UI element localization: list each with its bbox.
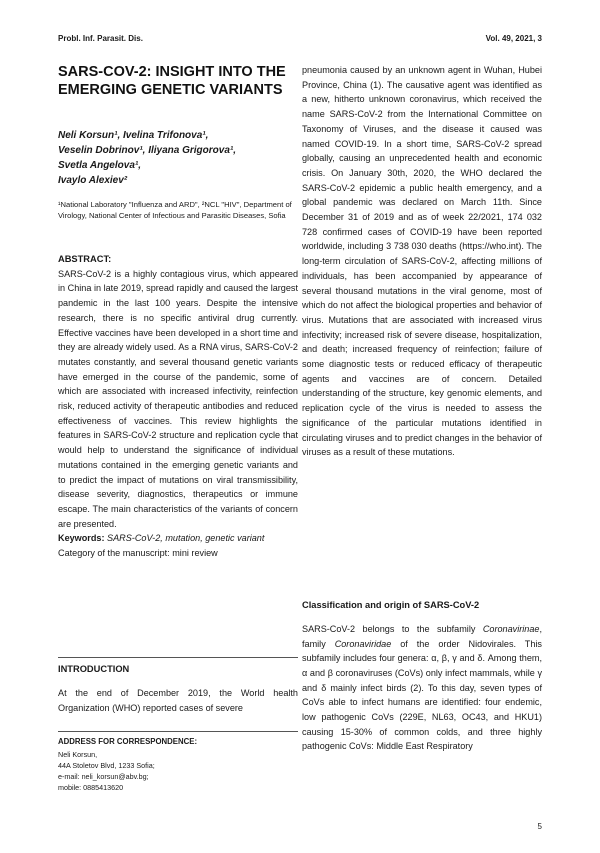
author-line: Svetla Angelova¹,: [58, 160, 141, 171]
classification-section: [302, 598, 542, 763]
article-title: SARS-COV-2: INSIGHT INTO THE EMERGING GENETIC VARIANTS: [58, 64, 286, 98]
keywords-value: SARS-CoV-2, mutation, genetic variant: [107, 533, 265, 544]
affiliation: ¹National Laboratory "Influenza and ARD", ²NCL "HIV", Department of Virology, National Center of Infectious and Parasitic Diseases, Sofia: [58, 200, 292, 220]
manuscript-category: Category of the manuscript: mini review: [58, 548, 218, 559]
family-name: Coronaviridae: [334, 638, 392, 649]
abstract-text: SARS-CoV-2 is a highly contagious virus, which appeared in China in late 2019, spread rapidly and caused the largest pandemic in the last 100 years. Despite the intensive research, there is no specific antiviral drug currently. Effective vaccines have been developed in a short time and they are already widely used. As a RNA virus, SARS-CoV-2 mutates constantly, and several thousand genetic variants have emerged in the course of the pandemic, some of which are associated with increased infectivity, reinfection risk, reduced activity of therapeutic antibodies and reduced effectiveness of vaccines. This review highlights the features in SARS-CoV-2 structure and replication cycle that would help to understand the significance of individual mutations contained in the emerging genetic variants and to predict the impact of mutations on viral transmissibility, disease severity, diagnostics, therapeutics or immune escape. The main characteristics of the variants of concern are presented.: [58, 268, 298, 529]
divider: [58, 657, 298, 658]
right-column: [302, 63, 542, 460]
introduction-continued: pneumonia caused by an unknown agent in Wuhan, Hubei Province, China (1). The causative agent was identified as a new, hitherto unknown coronavirus, which received the name SARS-CoV-2 from the International Committee on Taxonomy of Viruses, and the disease it caused was named COVID-19. In a short time, SARS-CoV-2 spread globally, causing an unprecedented health and economic crisis. On January 30th, 2020, the WHO declared the SARS-CoV-2 epidemic a public health emergency, and a global pandemic was declared on March 11th. Since December 31 of 2019 and as of week 22/2021, 174 032 728 confirmed cases of COVID-19 have been reported worldwide, including 3 738 030 deaths (https://who.int). The long-term circulation of SARS-CoV-2, affecting millions of individuals, has been accompanied by appearance of several thousand mutations in the viral genome, most of which do not affect the biological properties and behavior of virus. Mutations that are associated with increased virus infectivity; increased risk of severe disease, hospitalization, and death; increased frequency of reinfection; failure of some diagnostic tests or reduced efficacy of therapeutic agents and vaccines are of concern. Detailed understanding of the structure, key genomic elements, and replication cycle of the virus is needed to assess the significance of the particular mutations identified in circulating viruses and to predict changes in the behavior of viruses as a result of these mutations.: [302, 65, 542, 458]
abstract-section: [58, 252, 298, 561]
journal-name: Probl. Inf. Parasit. Dis.: [58, 34, 143, 43]
text-run: SARS-CoV-2 belongs to the subfamily: [302, 623, 483, 634]
text-run: of the order Nidovirales. This subfamily includes four genera: α, β, γ and δ. Among them, α and β coronaviruses (CoVs) only infect mammals, while γ and δ mainly infect birds (2). To this day, seven types of CoVs able to infect humans are identified: four endemic, low pathogenic CoVs (229E, NL63, OC43, and HKU1) causing 15-30% of common colds, and three highly pathogenic CoVs: Middle East Respiratory: [302, 638, 542, 752]
classification-text: [302, 622, 542, 754]
introduction-section: [58, 662, 298, 724]
address-name: Neli Korsun,: [58, 750, 98, 759]
address-heading: ADDRESS FOR CORRESPONDENCE:: [58, 737, 198, 746]
divider: [58, 731, 298, 732]
keywords-label: Keywords:: [58, 533, 105, 544]
volume-info: Vol. 49, 2021, 3: [485, 34, 542, 43]
abstract-heading: ABSTRACT:: [58, 254, 112, 264]
author-line: Neli Korsun¹, Ivelina Trifonova¹,: [58, 130, 209, 141]
keywords: [58, 531, 298, 546]
subfamily-name: Coronavirinae: [482, 623, 540, 634]
author-line: Veselin Dobrinov¹, Iliyana Grigorova¹,: [58, 145, 237, 156]
introduction-text: At the end of December 2019, the World health Organization (WHO) reported cases of severe: [58, 687, 298, 713]
introduction-heading: INTRODUCTION: [58, 664, 130, 674]
correspondence-address: [58, 736, 298, 793]
page-number: 5: [537, 822, 542, 831]
address-email: e-mail: neli_korsun@abv.bg;: [58, 772, 149, 781]
address-mobile: mobile: 0885413620: [58, 783, 124, 792]
text-run: , family: [302, 623, 542, 649]
classification-heading: Classification and origin of SARS-CoV-2: [302, 600, 480, 610]
author-line: Ivaylo Alexiev²: [58, 175, 128, 186]
author-list: [58, 128, 298, 188]
address-street: 44A Stoletov Blvd, 1233 Sofia;: [58, 761, 155, 770]
